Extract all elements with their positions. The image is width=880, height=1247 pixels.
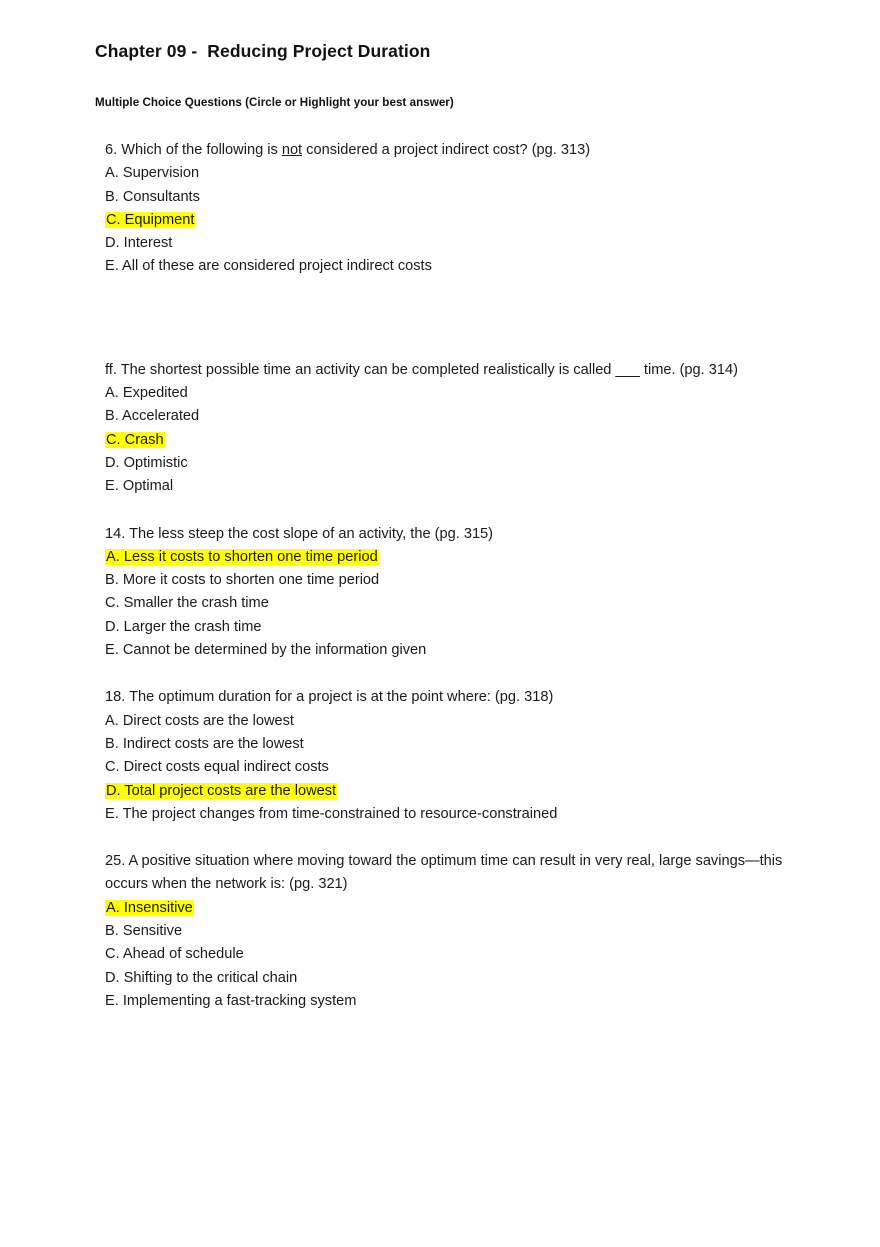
answer-option[interactable]: C. Ahead of schedule xyxy=(105,946,244,963)
question-block xyxy=(105,139,795,279)
question-block xyxy=(105,686,795,826)
question-stem: 18. The optimum duration for a project is at the point where: (pg. 318) xyxy=(105,689,554,706)
answer-option[interactable]: D. Shifting to the critical chain xyxy=(105,969,298,986)
answer-option[interactable]: B. More it costs to shorten one time period xyxy=(105,572,380,589)
answer-option[interactable]: D. Interest xyxy=(105,235,173,252)
highlighted-answer: A. Less it costs to shorten one time period xyxy=(106,548,378,565)
answer-option[interactable] xyxy=(105,209,795,232)
question-stem: 6. Which of the following is not considered a project indirect cost? (pg. 313) xyxy=(105,142,591,158)
answer-option[interactable]: C. Smaller the crash time xyxy=(105,595,269,612)
question-block xyxy=(105,359,795,499)
question-stem: 25. A positive situation where moving toward the optimum time can result in very real, large savings—this occurs when the network is: (pg. 321) xyxy=(105,853,783,893)
question-block xyxy=(105,850,795,1013)
answer-option[interactable] xyxy=(105,897,795,920)
answer-option[interactable] xyxy=(105,546,795,569)
answer-option[interactable]: A. Expedited xyxy=(105,385,188,402)
answer-option[interactable]: D. Larger the crash time xyxy=(105,618,262,635)
answer-option[interactable]: A. Supervision xyxy=(105,165,200,182)
instructions-subtitle: Multiple Choice Questions (Circle or Highlight your best answer) xyxy=(95,96,454,109)
answer-option[interactable]: B. Accelerated xyxy=(105,408,200,425)
question-block xyxy=(105,523,795,663)
stem-blank: ___ xyxy=(615,361,640,378)
highlighted-answer: D. Total project costs are the lowest xyxy=(106,782,337,799)
highlighted-answer: A. Insensitive xyxy=(106,899,193,916)
answer-option[interactable]: E. Cannot be determined by the information given xyxy=(105,642,427,659)
answer-option[interactable]: B. Sensitive xyxy=(105,923,183,940)
answer-option[interactable]: E. Optimal xyxy=(105,478,174,495)
answer-option[interactable]: A. Direct costs are the lowest xyxy=(105,712,294,729)
answer-option[interactable]: E. The project changes from time-constrained to resource-constrained xyxy=(105,805,558,822)
question-stem: ff. The shortest possible time an activity can be completed realistically is called ___ time. (pg. 314) xyxy=(105,361,738,378)
answer-option[interactable]: D. Optimistic xyxy=(105,454,188,471)
answer-option[interactable]: C. Direct costs equal indirect costs xyxy=(105,759,329,776)
answer-option[interactable]: B. Indirect costs are the lowest xyxy=(105,735,304,752)
stem-emphasis: not xyxy=(281,142,303,158)
highlighted-answer: C. Crash xyxy=(106,431,164,448)
answer-option[interactable]: E. Implementing a fast-tracking system xyxy=(105,992,357,1009)
answer-option[interactable]: B. Consultants xyxy=(105,188,200,205)
answer-option[interactable]: E. All of these are considered project indirect costs xyxy=(105,258,432,275)
answer-option[interactable] xyxy=(105,780,795,803)
answer-option[interactable] xyxy=(105,429,795,452)
highlighted-answer: C. Equipment xyxy=(106,211,195,228)
question-stem: 14. The less steep the cost slope of an activity, the (pg. 315) xyxy=(105,525,494,542)
question-list xyxy=(105,139,795,1013)
page-title: Chapter 09 - Reducing Project Duration xyxy=(95,41,431,61)
